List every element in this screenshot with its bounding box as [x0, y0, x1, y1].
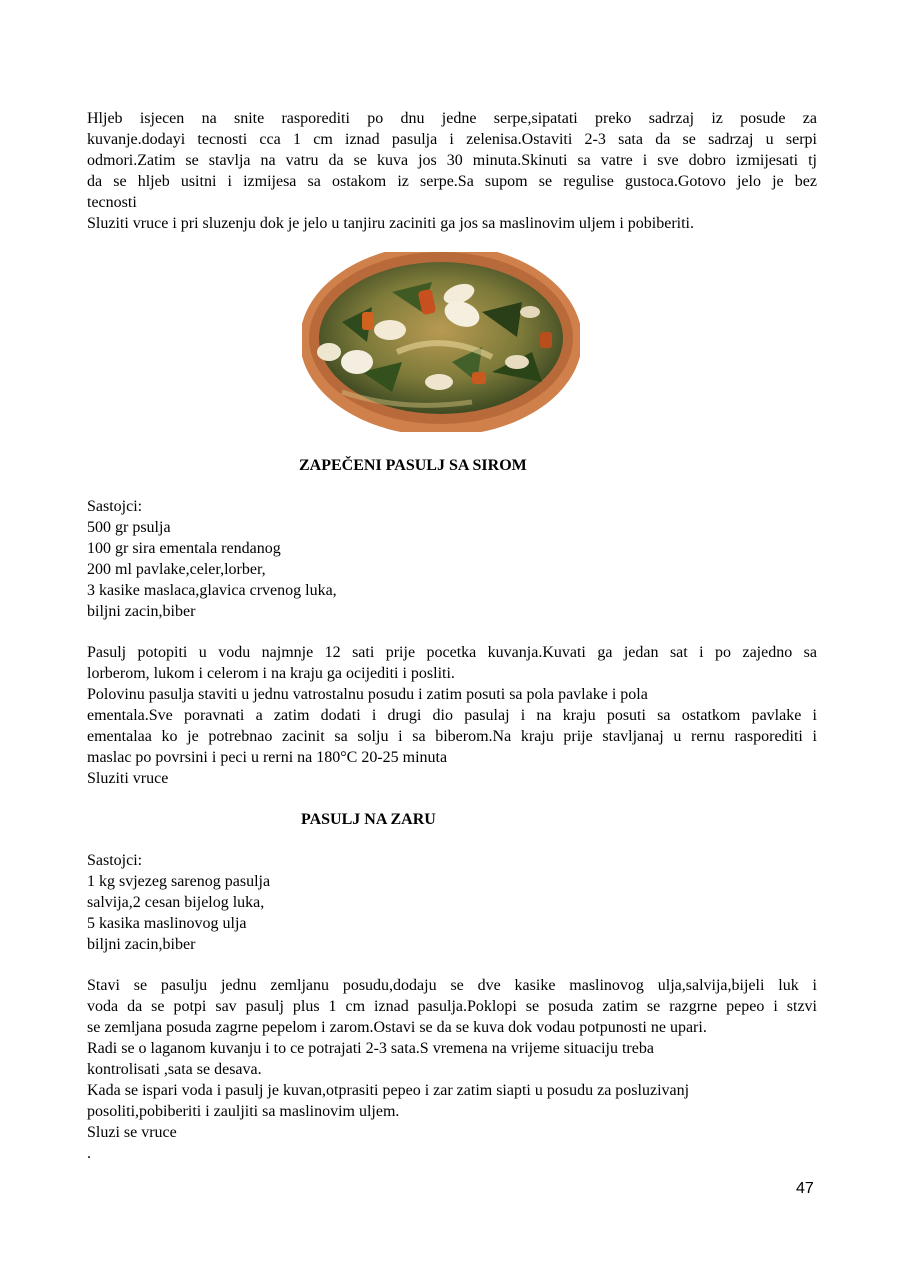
- method-line: voda da se potpi sav pasulj plus 1 cm iznad pasulja.Poklopi se posuda zatim se razgrne pepeo i stzvi: [87, 998, 817, 1015]
- ingredient-item: 500 gr psulja: [87, 519, 171, 536]
- method-line: Sluzi se vruce: [87, 1124, 177, 1141]
- intro-line: Hljeb isjecen na snite rasporediti po dnu jedne serpe,sipatati preko sadrzaj iz posude za: [87, 110, 817, 127]
- method-line: maslac po povrsini i peci u rerni na 180°C 20-25 minuta: [87, 749, 448, 766]
- ingredients-label: Sastojci:: [87, 852, 143, 869]
- ingredient-item: 5 kasika maslinovog ulja: [87, 915, 247, 932]
- method-line: se zemljana posuda zagrne pepelom i zarom.Ostavi se da se kuva dok vodau potpunosti ne upari.: [87, 1019, 707, 1036]
- intro-line: tecnosti: [87, 194, 137, 211]
- ingredients-list: [87, 850, 817, 955]
- page-number: 47: [796, 1180, 814, 1197]
- intro-line: Sluziti vruce i pri sluzenju dok je jelo u tanjiru zaciniti ga jos sa maslinovim uljem i pobiberiti.: [87, 215, 694, 232]
- method-line: ementala.Sve poravnati a zatim dodati i drugi dio pasulaj i na kraju posuti sa ostatkom pavlake i: [87, 707, 817, 724]
- method-line: posoliti,pobiberiti i zauljiti sa maslinovim uljem.: [87, 1103, 400, 1120]
- method-line: Stavi se pasulju jednu zemljanu posudu,dodaju se dve kasike maslinovog ulja,salvija,bijeli luk i: [87, 977, 817, 994]
- ingredient-item: 100 gr sira ementala rendanog: [87, 540, 281, 557]
- ingredient-item: salvija,2 cesan bijelog luka,: [87, 894, 265, 911]
- dish-photo: [302, 252, 580, 432]
- recipe-title: ZAPEČENI PASULJ SA SIROM: [299, 457, 527, 474]
- ingredient-item: biljni zacin,biber: [87, 936, 196, 953]
- method-line: lorberom, lukom i celerom i na kraju ga ocijediti i posliti.: [87, 665, 455, 682]
- ingredient-item: 3 kasike maslaca,glavica crvenog luka,: [87, 582, 337, 599]
- method-line: Sluziti vruce: [87, 770, 169, 787]
- method-paragraph: [87, 642, 817, 789]
- method-line: Pasulj potopiti u vodu najmnje 12 sati prije pocetka kuvanja.Kuvati ga jedan sat i po zajedno sa: [87, 644, 817, 661]
- method-line: .: [87, 1145, 91, 1162]
- ingredient-item: 1 kg svjezeg sarenog pasulja: [87, 873, 271, 890]
- method-line: kontrolisati ,sata se desava.: [87, 1061, 262, 1078]
- ingredient-item: 200 ml pavlake,celer,lorber,: [87, 561, 266, 578]
- method-line: Polovinu pasulja staviti u jednu vatrostalnu posudu i zatim posuti sa pola pavlake i pola: [87, 686, 648, 703]
- recipe-title: PASULJ NA ZARU: [301, 811, 436, 828]
- method-line: Kada se ispari voda i pasulj je kuvan,otprasiti pepeo i zar zatim siapti u posudu za posluzivanj: [87, 1082, 690, 1099]
- intro-line: kuvanje.dodayi tecnosti cca 1 cm iznad pasulja i zelenisa.Ostaviti 2-3 sata da se sadrzaj u serpi: [87, 131, 817, 148]
- beans-casserole-image: [302, 252, 580, 432]
- intro-paragraph: [87, 108, 817, 234]
- ingredient-item: biljni zacin,biber: [87, 603, 196, 620]
- ingredients-list: [87, 496, 817, 622]
- ingredients-label: Sastojci:: [87, 498, 143, 515]
- intro-line: da se hljeb usitni i izmijesa sa ostakom iz serpe.Sa supom se regulise gustoca.Gotovo jelo je bez: [87, 173, 817, 190]
- intro-line: odmori.Zatim se stavlja na vatru da se kuva jos 30 minuta.Skinuti sa vatre i sve dobro izmijesati tj: [87, 152, 817, 169]
- method-line: Radi se o laganom kuvanju i to ce potrajati 2-3 sata.S vremena na vrijeme situaciju treba: [87, 1040, 654, 1057]
- method-line: ementalaa ko je potrebnao zacinit sa solju i sa biberom.Na kraju prije stavljanaj u rernu rasporediti i: [87, 728, 817, 745]
- method-paragraph: [87, 975, 817, 1164]
